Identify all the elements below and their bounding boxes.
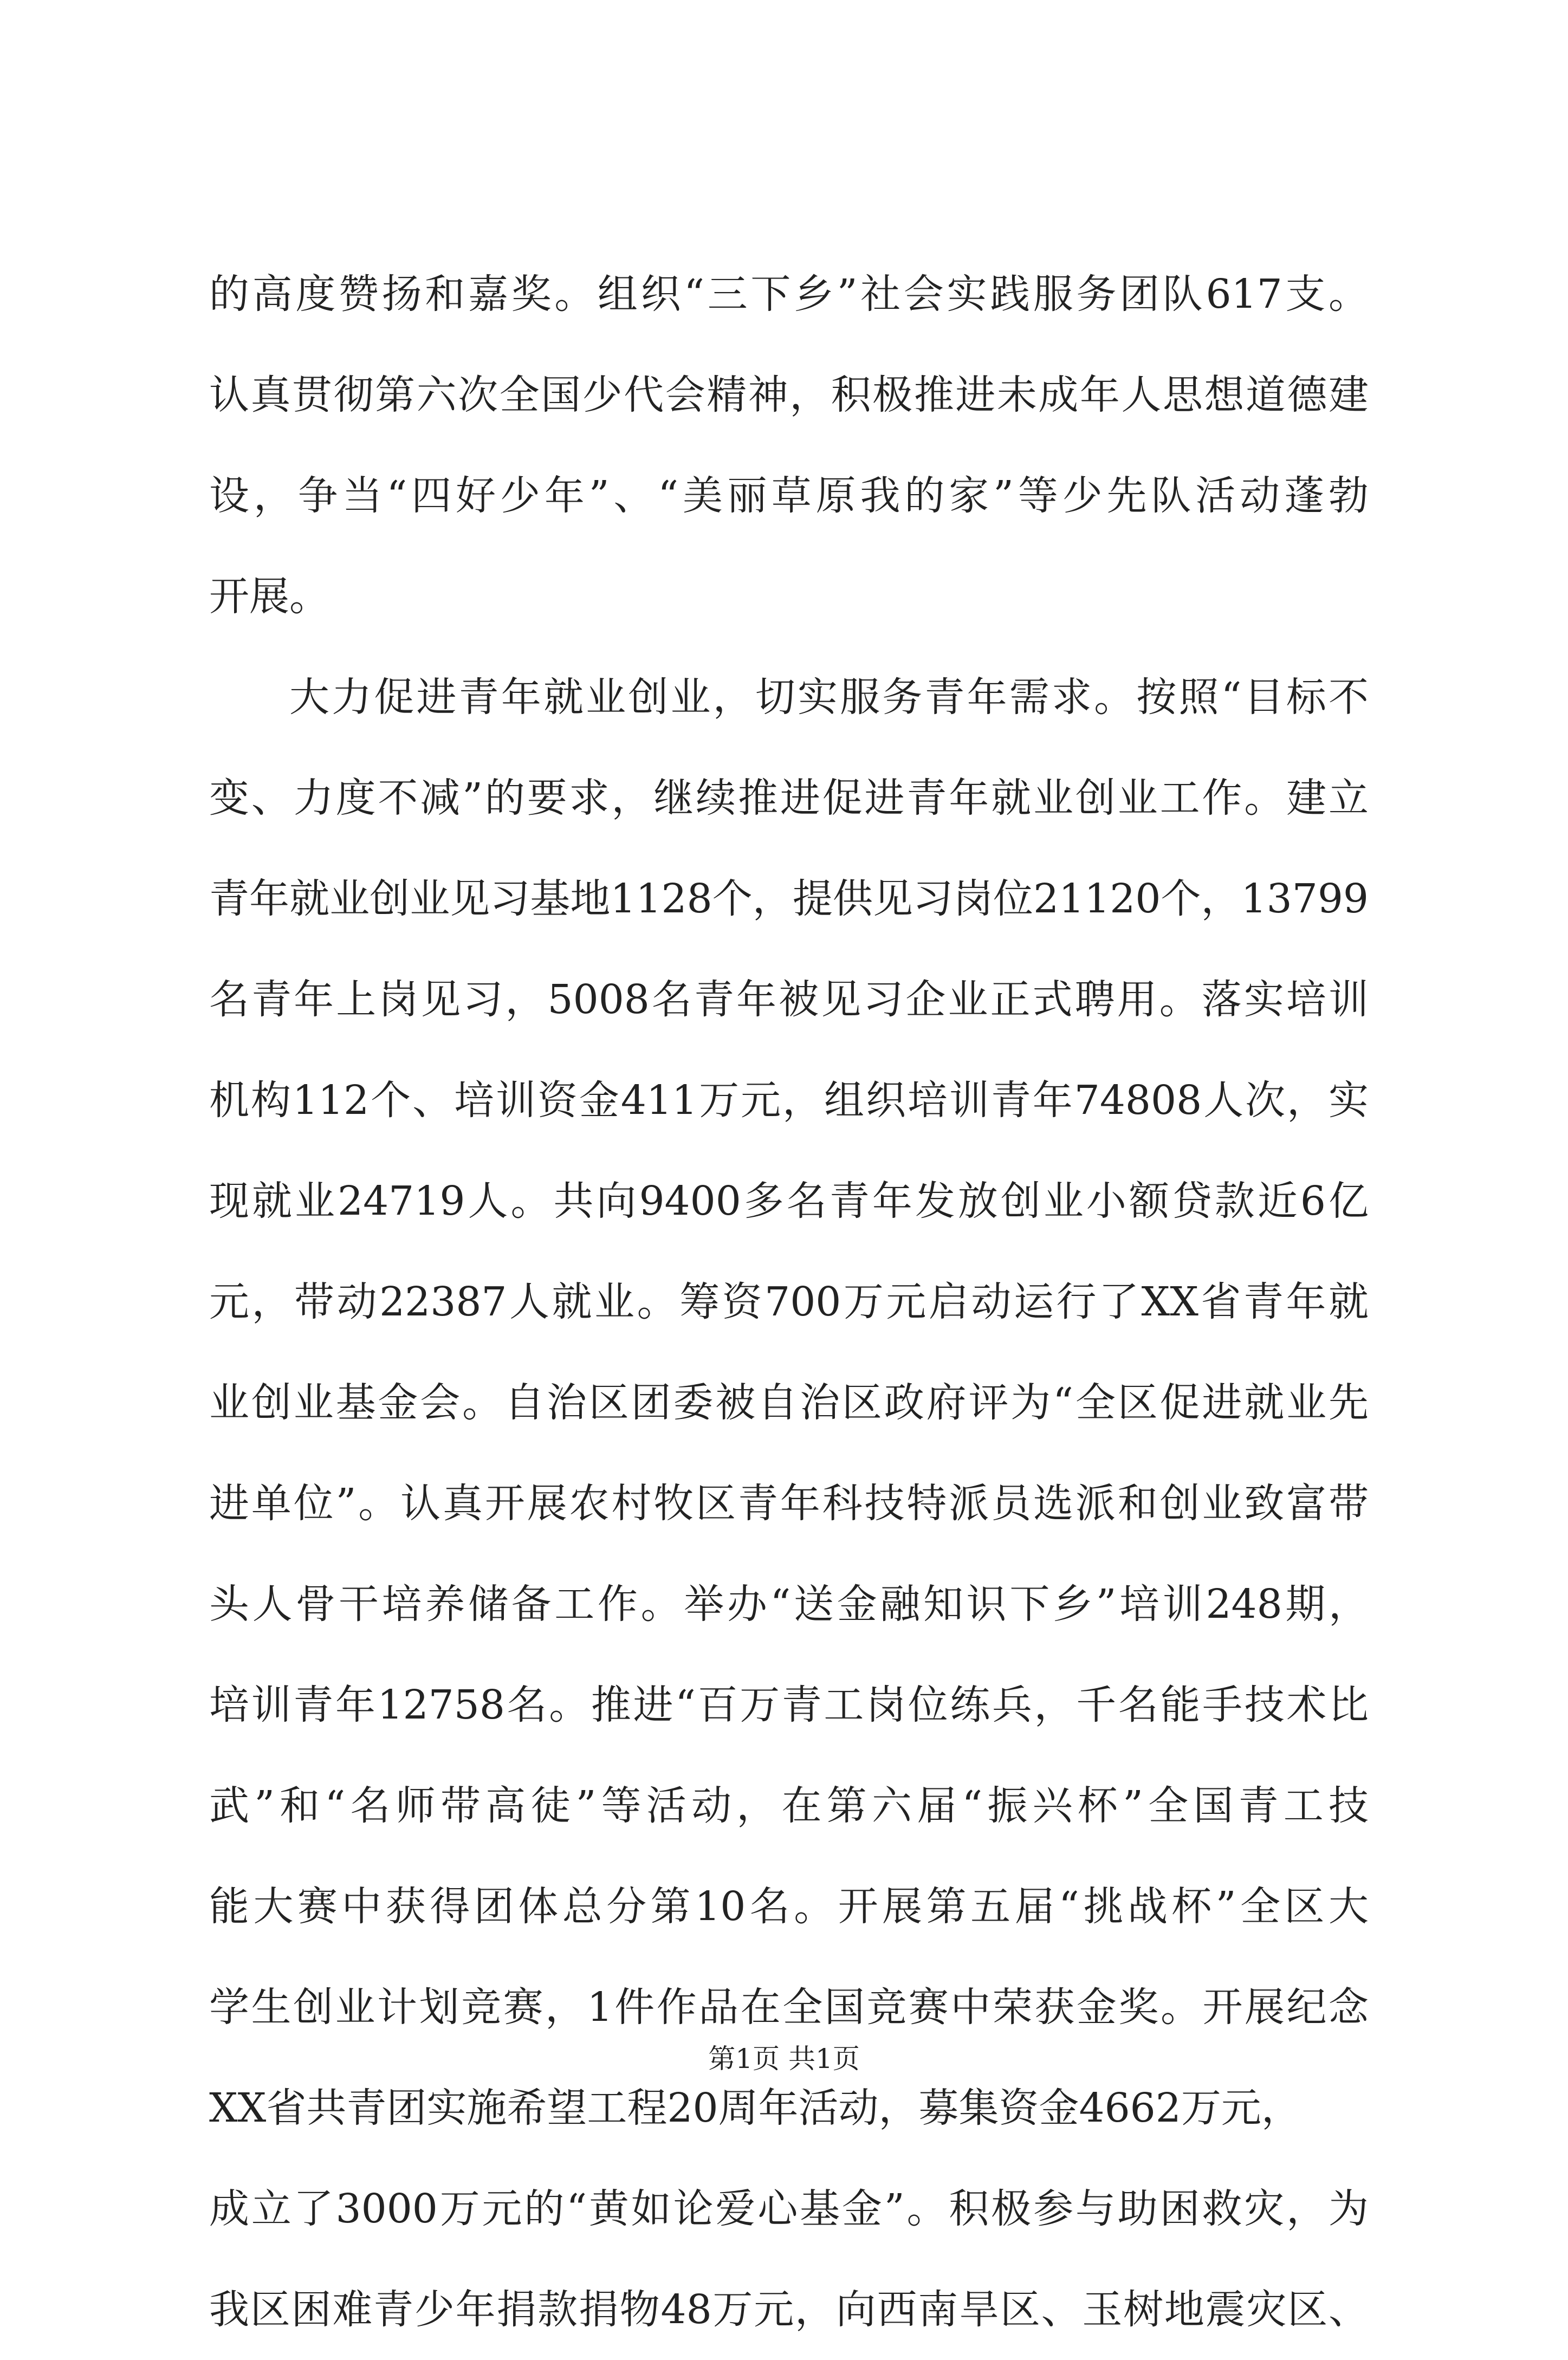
text-line: 大力促进青年就业创业，切实服务青年需求。按照“目标不 — [289, 674, 1369, 721]
text-line: 进单位”。认真开展农村牧区青年科技特派员选派和创业致富带 — [209, 1480, 1369, 1527]
text-line: 头人骨干培养储备工作。举办“送金融知识下乡”培训248期， — [209, 1581, 1369, 1628]
page-number-label: 第1页 共1页 — [708, 2043, 860, 2074]
text-line: 元，带动22387人就业。筹资700万元启动运行了XX省青年就 — [209, 1279, 1369, 1325]
text-line: XX省共青团实施希望工程20周年活动，募集资金4662万元， — [209, 2085, 1301, 2131]
paragraph-1 — [209, 244, 1369, 647]
text-line: 学生创业计划竞赛，1件作品在全国竞赛中荣获金奖。开展纪念 — [209, 1984, 1369, 2031]
text-line: 培训青年12758名。推进“百万青工岗位练兵，千名能手技术比 — [209, 1682, 1369, 1728]
text-line: 武”和“名师带高徒”等活动，在第六届“振兴杯”全国青工技 — [209, 1782, 1369, 1829]
text-line: 变、力度不减”的要求，继续推进促进青年就业创业工作。建立 — [209, 775, 1369, 821]
text-line: 现就业24719人。共向9400多名青年发放创业小额贷款近6亿 — [209, 1178, 1369, 1224]
text-line: 的高度赞扬和嘉奖。组织“三下乡”社会实践服务团队617支。 — [209, 271, 1369, 317]
page-footer — [0, 2037, 1568, 2080]
text-line: 名青年上岗见习，5008名青年被见习企业正式聘用。落实培训 — [209, 976, 1369, 1023]
paragraph-2 — [209, 647, 1369, 2360]
text-line: 机构112个、培训资金411万元，组织培训青年74808人次，实 — [209, 1077, 1369, 1124]
text-line: 开展。 — [209, 573, 329, 620]
text-line: 我区困难青少年捐款捐物48万元，向西南旱区、玉树地震灾区、 — [209, 2286, 1369, 2333]
text-line: 业创业基金会。自治区团委被自治区政府评为“全区促进就业先 — [209, 1379, 1369, 1426]
text-line: 青年就业创业见习基地1128个，提供见习岗位21120个，13799 — [209, 876, 1369, 922]
text-line: 成立了3000万元的“黄如论爱心基金”。积极参与助困救灾，为 — [209, 2186, 1369, 2232]
text-line: 设，争当“四好少年”、“美丽草原我的家”等少先队活动蓬勃 — [209, 472, 1369, 519]
text-line: 认真贯彻第六次全国少代会精神，积极推进未成年人思想道德建 — [209, 372, 1369, 418]
text-line: 能大赛中获得团体总分第10名。开展第五届“挑战杯”全区大 — [209, 1883, 1369, 1930]
